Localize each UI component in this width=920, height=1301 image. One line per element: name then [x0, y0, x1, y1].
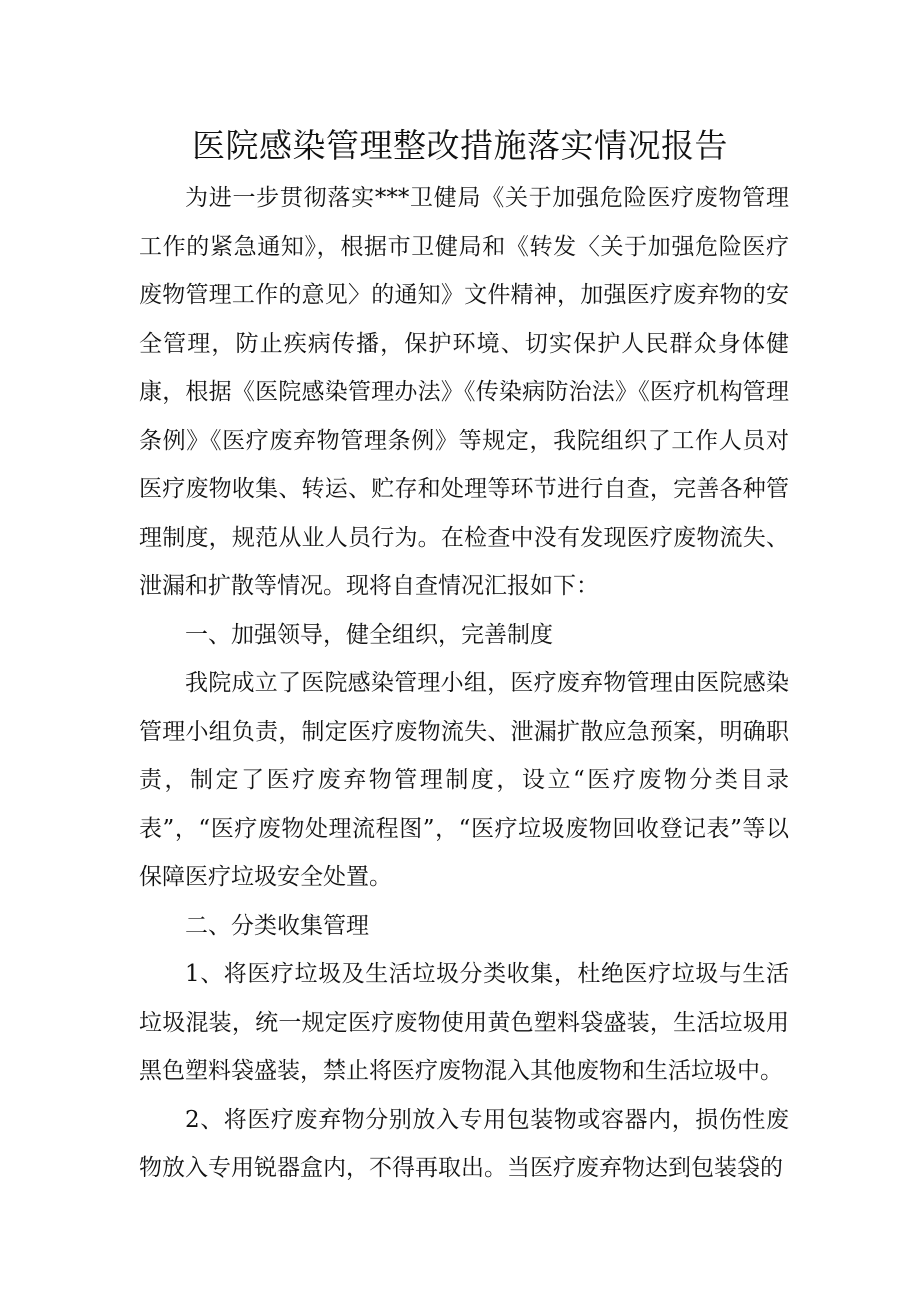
document-title: 医院感染管理整改措施落实情况报告	[192, 126, 728, 165]
paragraph-section-1: 我院成立了医院感染管理小组，医疗废弃物管理由医院感染管理小组负责，制定医疗废物流失、泄漏扩散应急预案，明确职责，制定了医疗废弃物管理制度，设立“医疗废物分类目录表”，“医疗废物处理流程图”，“医疗垃圾废物回收登记表”等以保障医疗垃圾安全处置。	[139, 670, 789, 890]
paragraph-item-1: 1、将医疗垃圾及生活垃圾分类收集，杜绝医疗垃圾与生活垃圾混装，统一规定医疗废物使用黄色塑料袋盛装，生活垃圾用黑色塑料袋盛装，禁止将医疗废物混入其他废物和生活垃圾中。	[139, 961, 789, 1084]
section-heading-1: 一、加强领导，健全组织，完善制度	[185, 621, 553, 648]
document-body	[139, 174, 789, 1193]
paragraph-intro: 为进一步贯彻落实***卫健局《关于加强危险医疗废物管理工作的紧急通知》，根据市卫健局和《转发〈关于加强危险医疗废物管理工作的意见〉的通知》文件精神，加强医疗废弃物的安全管理，防止疾病传播，保护环境、切实保护人民群众身体健康，根据《医院感染管理办法》《传染病防治法》《医疗机构管理条例》《医疗废弃物管理条例》等规定，我院组织了工作人员对医疗废物收集、转运、贮存和处理等环节进行自查，完善各种管理制度，规范从业人员行为。在检查中没有发现医疗废物流失、泄漏和扩散等情况。现将自查情况汇报如下：	[139, 185, 789, 599]
paragraph-item-2: 2、将医疗废弃物分别放入专用包装物或容器内，损伤性废物放入专用锐器盒内，不得再取出。当医疗废弃物达到包装袋的	[139, 1106, 789, 1181]
section-heading-2: 二、分类收集管理	[185, 912, 369, 939]
